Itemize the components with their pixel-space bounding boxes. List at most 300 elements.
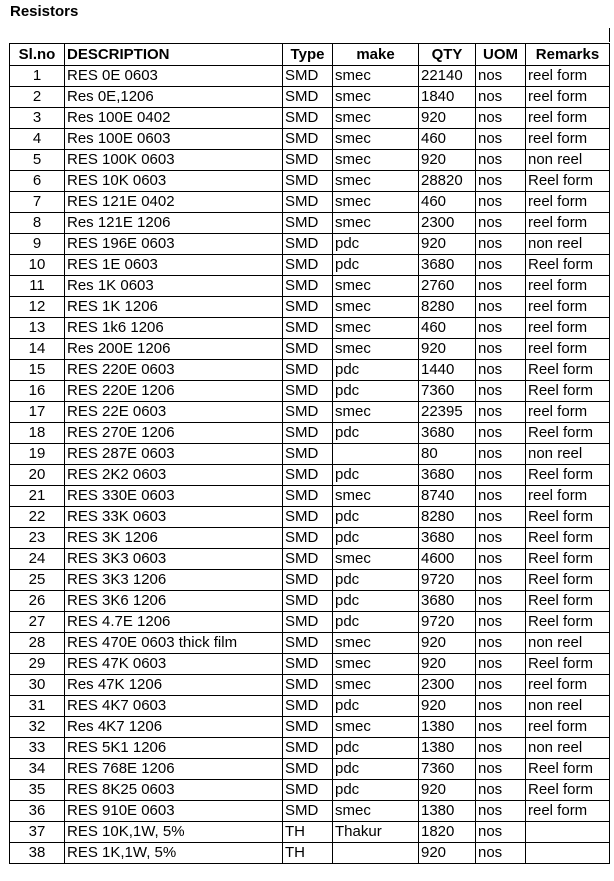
table-row (10, 192, 610, 213)
cell-sl: 13 (10, 318, 65, 339)
cell-qty: 8280 (419, 507, 476, 528)
table-row (10, 66, 610, 87)
cell-type: SMD (283, 696, 333, 717)
cell-remarks: Reel form (526, 255, 610, 276)
cell-qty: 1380 (419, 801, 476, 822)
cell-make: pdc (333, 360, 419, 381)
cell-uom: nos (476, 843, 526, 864)
cell-type: TH (283, 843, 333, 864)
table-row (10, 591, 610, 612)
cell-make: smec (333, 633, 419, 654)
cell-qty: 7360 (419, 381, 476, 402)
table-row (10, 822, 610, 843)
cell-remarks: Reel form (526, 465, 610, 486)
cell-qty: 920 (419, 150, 476, 171)
cell-make: smec (333, 549, 419, 570)
cell-type: TH (283, 822, 333, 843)
cell-qty: 920 (419, 339, 476, 360)
cell-make: smec (333, 402, 419, 423)
cell-make (333, 444, 419, 465)
cell-type: SMD (283, 570, 333, 591)
cell-type: SMD (283, 276, 333, 297)
cell-qty: 22140 (419, 66, 476, 87)
cell-uom: nos (476, 318, 526, 339)
cell-make: smec (333, 297, 419, 318)
table-row (10, 780, 610, 801)
cell-sl: 38 (10, 843, 65, 864)
cell-remarks: reel form (526, 339, 610, 360)
cell-uom: nos (476, 801, 526, 822)
cell-remarks: non reel (526, 234, 610, 255)
cell-description: RES 33K 0603 (65, 507, 283, 528)
table-row (10, 612, 610, 633)
cell-qty: 1840 (419, 87, 476, 108)
cell-description: RES 220E 0603 (65, 360, 283, 381)
cell-make: smec (333, 129, 419, 150)
cell-make: Thakur (333, 822, 419, 843)
cell-description: Res 4K7 1206 (65, 717, 283, 738)
cell-remarks: reel form (526, 66, 610, 87)
cell-description: Res 121E 1206 (65, 213, 283, 234)
cell-uom: nos (476, 234, 526, 255)
cell-uom: nos (476, 822, 526, 843)
table-row (10, 549, 610, 570)
cell-description: RES 22E 0603 (65, 402, 283, 423)
cell-make: pdc (333, 381, 419, 402)
cell-remarks: reel form (526, 402, 610, 423)
cell-uom: nos (476, 339, 526, 360)
cell-make: pdc (333, 696, 419, 717)
cell-uom: nos (476, 486, 526, 507)
cell-remarks: Reel form (526, 528, 610, 549)
cell-sl: 11 (10, 276, 65, 297)
cell-make: smec (333, 108, 419, 129)
cell-description: RES 10K,1W, 5% (65, 822, 283, 843)
cell-make: smec (333, 339, 419, 360)
cell-description: RES 910E 0603 (65, 801, 283, 822)
cell-sl: 6 (10, 171, 65, 192)
cell-sl: 2 (10, 87, 65, 108)
cell-type: SMD (283, 633, 333, 654)
cell-uom: nos (476, 213, 526, 234)
cell-uom: nos (476, 108, 526, 129)
cell-qty: 460 (419, 192, 476, 213)
cell-type: SMD (283, 66, 333, 87)
table-row (10, 654, 610, 675)
cell-remarks: non reel (526, 738, 610, 759)
cell-remarks: Reel form (526, 654, 610, 675)
cell-description: RES 1K 1206 (65, 297, 283, 318)
cell-uom: nos (476, 717, 526, 738)
cell-make: pdc (333, 423, 419, 444)
cell-description: RES 196E 0603 (65, 234, 283, 255)
cell-remarks: reel form (526, 675, 610, 696)
cell-qty: 9720 (419, 570, 476, 591)
cell-qty: 22395 (419, 402, 476, 423)
cell-description: RES 1K,1W, 5% (65, 843, 283, 864)
table-row (10, 129, 610, 150)
table-row (10, 486, 610, 507)
cell-qty: 460 (419, 129, 476, 150)
table-row (10, 444, 610, 465)
cell-type: SMD (283, 612, 333, 633)
cell-sl: 21 (10, 486, 65, 507)
cell-uom: nos (476, 591, 526, 612)
cell-qty: 9720 (419, 612, 476, 633)
cell-sl: 23 (10, 528, 65, 549)
table-row (10, 297, 610, 318)
cell-sl: 16 (10, 381, 65, 402)
column-header-uom: UOM (476, 44, 526, 66)
table-row (10, 843, 610, 864)
page-title: Resistors (10, 3, 79, 20)
cell-remarks: non reel (526, 444, 610, 465)
cell-uom: nos (476, 507, 526, 528)
cell-qty: 2760 (419, 276, 476, 297)
cell-qty: 920 (419, 108, 476, 129)
cell-remarks: reel form (526, 318, 610, 339)
cell-remarks: Reel form (526, 381, 610, 402)
cell-type: SMD (283, 780, 333, 801)
cell-type: SMD (283, 654, 333, 675)
cell-description: RES 0E 0603 (65, 66, 283, 87)
cell-make: smec (333, 801, 419, 822)
cell-make: pdc (333, 738, 419, 759)
cell-description: Res 100E 0603 (65, 129, 283, 150)
cell-remarks: reel form (526, 87, 610, 108)
cell-make: pdc (333, 528, 419, 549)
cell-uom: nos (476, 654, 526, 675)
cell-uom: nos (476, 549, 526, 570)
cell-description: RES 768E 1206 (65, 759, 283, 780)
cell-description: RES 3K 1206 (65, 528, 283, 549)
cell-sl: 4 (10, 129, 65, 150)
cell-qty: 1820 (419, 822, 476, 843)
cell-sl: 7 (10, 192, 65, 213)
cell-description: RES 121E 0402 (65, 192, 283, 213)
table-row (10, 171, 610, 192)
cell-description: RES 470E 0603 thick film (65, 633, 283, 654)
page-edge-divider (609, 28, 610, 42)
cell-make: smec (333, 66, 419, 87)
cell-description: RES 287E 0603 (65, 444, 283, 465)
cell-uom: nos (476, 528, 526, 549)
cell-uom: nos (476, 759, 526, 780)
cell-uom: nos (476, 255, 526, 276)
cell-remarks: reel form (526, 801, 610, 822)
column-header-description: DESCRIPTION (65, 44, 283, 66)
cell-description: RES 8K25 0603 (65, 780, 283, 801)
cell-qty: 7360 (419, 759, 476, 780)
table-row (10, 108, 610, 129)
cell-qty: 460 (419, 318, 476, 339)
cell-qty: 920 (419, 780, 476, 801)
cell-uom: nos (476, 402, 526, 423)
table-row (10, 360, 610, 381)
cell-sl: 14 (10, 339, 65, 360)
cell-uom: nos (476, 66, 526, 87)
cell-sl: 15 (10, 360, 65, 381)
cell-uom: nos (476, 381, 526, 402)
cell-sl: 24 (10, 549, 65, 570)
table-body (10, 66, 610, 864)
cell-remarks: reel form (526, 192, 610, 213)
cell-type: SMD (283, 591, 333, 612)
cell-sl: 9 (10, 234, 65, 255)
table-row (10, 738, 610, 759)
table-row (10, 255, 610, 276)
cell-sl: 8 (10, 213, 65, 234)
table-row (10, 507, 610, 528)
cell-uom: nos (476, 129, 526, 150)
table-header-row (10, 44, 610, 66)
cell-sl: 29 (10, 654, 65, 675)
cell-qty: 1440 (419, 360, 476, 381)
cell-type: SMD (283, 402, 333, 423)
cell-make: pdc (333, 234, 419, 255)
cell-sl: 25 (10, 570, 65, 591)
table-row (10, 339, 610, 360)
cell-sl: 32 (10, 717, 65, 738)
cell-type: SMD (283, 738, 333, 759)
cell-uom: nos (476, 675, 526, 696)
cell-make: pdc (333, 465, 419, 486)
cell-type: SMD (283, 717, 333, 738)
cell-sl: 18 (10, 423, 65, 444)
cell-type: SMD (283, 423, 333, 444)
cell-description: RES 270E 1206 (65, 423, 283, 444)
cell-sl: 1 (10, 66, 65, 87)
cell-sl: 3 (10, 108, 65, 129)
cell-description: RES 10K 0603 (65, 171, 283, 192)
cell-remarks (526, 822, 610, 843)
cell-type: SMD (283, 171, 333, 192)
table-row (10, 87, 610, 108)
cell-qty: 3680 (419, 465, 476, 486)
cell-make: pdc (333, 591, 419, 612)
table-row (10, 717, 610, 738)
cell-remarks: reel form (526, 108, 610, 129)
table-row (10, 801, 610, 822)
cell-make: smec (333, 150, 419, 171)
cell-sl: 10 (10, 255, 65, 276)
table-row (10, 213, 610, 234)
cell-type: SMD (283, 234, 333, 255)
cell-qty: 8280 (419, 297, 476, 318)
column-header-type: Type (283, 44, 333, 66)
cell-type: SMD (283, 150, 333, 171)
cell-type: SMD (283, 549, 333, 570)
cell-uom: nos (476, 360, 526, 381)
cell-type: SMD (283, 360, 333, 381)
cell-qty: 3680 (419, 423, 476, 444)
cell-description: RES 330E 0603 (65, 486, 283, 507)
cell-remarks: non reel (526, 696, 610, 717)
column-header-remarks: Remarks (526, 44, 610, 66)
table-row (10, 528, 610, 549)
cell-uom: nos (476, 423, 526, 444)
cell-make: smec (333, 486, 419, 507)
cell-description: RES 1E 0603 (65, 255, 283, 276)
cell-sl: 30 (10, 675, 65, 696)
cell-remarks: Reel form (526, 570, 610, 591)
cell-description: Res 100E 0402 (65, 108, 283, 129)
cell-qty: 3680 (419, 591, 476, 612)
cell-sl: 34 (10, 759, 65, 780)
column-header-make: make (333, 44, 419, 66)
table-row (10, 465, 610, 486)
cell-remarks: non reel (526, 150, 610, 171)
table-row (10, 150, 610, 171)
cell-uom: nos (476, 150, 526, 171)
cell-qty: 2300 (419, 213, 476, 234)
cell-type: SMD (283, 339, 333, 360)
cell-description: RES 3K6 1206 (65, 591, 283, 612)
cell-description: Res 1K 0603 (65, 276, 283, 297)
table-row (10, 318, 610, 339)
cell-description: Res 200E 1206 (65, 339, 283, 360)
cell-make: smec (333, 654, 419, 675)
cell-uom: nos (476, 192, 526, 213)
cell-uom: nos (476, 612, 526, 633)
cell-uom: nos (476, 444, 526, 465)
cell-remarks: Reel form (526, 423, 610, 444)
cell-sl: 26 (10, 591, 65, 612)
cell-make: pdc (333, 780, 419, 801)
column-header-sl: Sl.no (10, 44, 65, 66)
cell-qty: 920 (419, 234, 476, 255)
cell-type: SMD (283, 675, 333, 696)
cell-sl: 20 (10, 465, 65, 486)
cell-make: pdc (333, 759, 419, 780)
cell-make: pdc (333, 612, 419, 633)
resistors-table (9, 43, 610, 864)
cell-remarks (526, 843, 610, 864)
cell-remarks: Reel form (526, 591, 610, 612)
cell-type: SMD (283, 465, 333, 486)
cell-type: SMD (283, 528, 333, 549)
cell-description: RES 3K3 0603 (65, 549, 283, 570)
cell-remarks: reel form (526, 276, 610, 297)
cell-type: SMD (283, 255, 333, 276)
cell-type: SMD (283, 759, 333, 780)
cell-uom: nos (476, 87, 526, 108)
cell-type: SMD (283, 486, 333, 507)
cell-sl: 22 (10, 507, 65, 528)
cell-remarks: Reel form (526, 780, 610, 801)
cell-qty: 1380 (419, 717, 476, 738)
cell-description: RES 4K7 0603 (65, 696, 283, 717)
cell-sl: 36 (10, 801, 65, 822)
cell-description: RES 3K3 1206 (65, 570, 283, 591)
cell-make: smec (333, 171, 419, 192)
cell-type: SMD (283, 192, 333, 213)
cell-remarks: Reel form (526, 507, 610, 528)
cell-type: SMD (283, 108, 333, 129)
cell-make: pdc (333, 255, 419, 276)
cell-qty: 8740 (419, 486, 476, 507)
cell-sl: 28 (10, 633, 65, 654)
table-row (10, 234, 610, 255)
cell-uom: nos (476, 276, 526, 297)
cell-remarks: Reel form (526, 612, 610, 633)
table-row (10, 570, 610, 591)
cell-make: smec (333, 717, 419, 738)
cell-qty: 920 (419, 654, 476, 675)
cell-type: SMD (283, 318, 333, 339)
cell-remarks: Reel form (526, 360, 610, 381)
cell-remarks: reel form (526, 213, 610, 234)
cell-remarks: Reel form (526, 549, 610, 570)
cell-sl: 33 (10, 738, 65, 759)
cell-make: smec (333, 87, 419, 108)
cell-make: smec (333, 318, 419, 339)
cell-qty: 28820 (419, 171, 476, 192)
cell-uom: nos (476, 738, 526, 759)
cell-make: smec (333, 675, 419, 696)
cell-description: Res 47K 1206 (65, 675, 283, 696)
cell-qty: 920 (419, 843, 476, 864)
cell-type: SMD (283, 87, 333, 108)
cell-uom: nos (476, 633, 526, 654)
cell-make: smec (333, 192, 419, 213)
cell-description: RES 2K2 0603 (65, 465, 283, 486)
cell-description: RES 100K 0603 (65, 150, 283, 171)
cell-sl: 27 (10, 612, 65, 633)
cell-sl: 31 (10, 696, 65, 717)
cell-qty: 1380 (419, 738, 476, 759)
table-row (10, 381, 610, 402)
cell-sl: 17 (10, 402, 65, 423)
cell-type: SMD (283, 381, 333, 402)
cell-type: SMD (283, 213, 333, 234)
cell-uom: nos (476, 780, 526, 801)
table-row (10, 633, 610, 654)
cell-uom: nos (476, 171, 526, 192)
cell-remarks: Reel form (526, 171, 610, 192)
cell-sl: 5 (10, 150, 65, 171)
table-row (10, 696, 610, 717)
cell-qty: 920 (419, 633, 476, 654)
cell-make: smec (333, 276, 419, 297)
table-row (10, 675, 610, 696)
cell-make: smec (333, 213, 419, 234)
cell-sl: 37 (10, 822, 65, 843)
cell-type: SMD (283, 444, 333, 465)
cell-sl: 19 (10, 444, 65, 465)
cell-description: RES 220E 1206 (65, 381, 283, 402)
cell-description: RES 5K1 1206 (65, 738, 283, 759)
cell-remarks: Reel form (526, 759, 610, 780)
cell-uom: nos (476, 570, 526, 591)
cell-qty: 3680 (419, 255, 476, 276)
cell-type: SMD (283, 801, 333, 822)
cell-type: SMD (283, 297, 333, 318)
column-header-qty: QTY (419, 44, 476, 66)
cell-remarks: reel form (526, 486, 610, 507)
table-row (10, 423, 610, 444)
cell-sl: 35 (10, 780, 65, 801)
cell-remarks: reel form (526, 717, 610, 738)
cell-type: SMD (283, 129, 333, 150)
cell-remarks: non reel (526, 633, 610, 654)
cell-type: SMD (283, 507, 333, 528)
cell-make: pdc (333, 507, 419, 528)
cell-qty: 4600 (419, 549, 476, 570)
cell-uom: nos (476, 696, 526, 717)
cell-description: Res 0E,1206 (65, 87, 283, 108)
cell-qty: 920 (419, 696, 476, 717)
